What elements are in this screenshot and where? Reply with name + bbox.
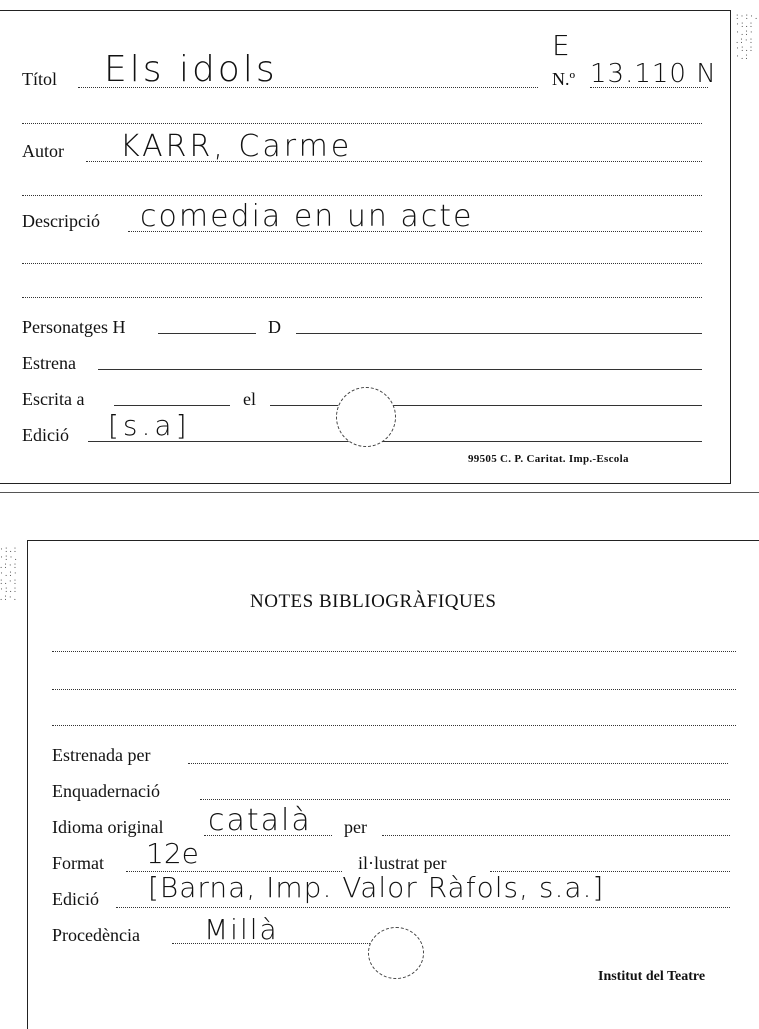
card-separator	[0, 492, 759, 493]
written-el-label: el	[243, 389, 256, 409]
scan-noise-top-right: :·:·. ·:.: ·.:· .:·: ·:.: ·.:	[736, 11, 759, 61]
format-label: Format	[52, 853, 104, 873]
bibliographic-notes-heading: NOTES BIBLIOGRÀFIQUES	[250, 591, 497, 612]
title-continuation-line	[22, 123, 702, 124]
language-label: Idioma original	[52, 817, 164, 837]
author-value: KARR, Carme	[120, 129, 353, 164]
institution-imprint: Institut del Teatre	[598, 969, 706, 984]
provenance-value: Millà	[204, 913, 279, 946]
description-value: comedia en un acte	[140, 199, 474, 234]
notes-line-1	[52, 651, 736, 652]
edition-label: Edició	[22, 425, 69, 445]
language-value: català	[208, 803, 312, 838]
title-label: Títol	[22, 69, 57, 89]
illustrated-label: il·lustrat per	[358, 853, 447, 873]
description-line-3	[22, 297, 702, 298]
format-value: 12e	[146, 837, 199, 870]
binding-label: Enquadernació	[52, 781, 160, 801]
printer-imprint: 99505 C. P. Caritat. Imp.-Escola	[468, 453, 629, 465]
premiered-label: Estrenada per	[52, 745, 151, 765]
punch-hole	[336, 387, 396, 447]
back-edition-line	[116, 907, 730, 908]
premiere-line	[98, 369, 702, 370]
number-mark: E	[552, 29, 570, 62]
description-line-2	[22, 263, 702, 264]
author-label: Autor	[22, 141, 64, 161]
back-edition-label: Edició	[52, 889, 99, 909]
back-edition-value: [Barna, Imp. Valor Ràfols, s.a.]	[148, 871, 605, 904]
notes-line-3	[52, 725, 736, 726]
binding-line	[200, 799, 730, 800]
description-label: Descripció	[22, 211, 100, 231]
characters-label: Personatges H	[22, 317, 126, 337]
provenance-label: Procedència	[52, 925, 140, 945]
characters-h-line	[158, 333, 256, 334]
premiere-label: Estrena	[22, 353, 76, 373]
premiered-line	[188, 763, 728, 764]
written-place-line	[114, 405, 230, 406]
scan-noise-left: ·:.: ·:·. .:·: ·.:· :.·: ·:.: .:·.	[0, 544, 19, 602]
author-continuation-line	[22, 195, 702, 196]
characters-d-label: D	[268, 317, 281, 337]
written-date-line	[270, 405, 702, 406]
written-label: Escrita a	[22, 389, 85, 409]
catalog-card-front	[0, 10, 731, 484]
characters-d-line	[296, 333, 702, 334]
number-value: 13.110 N	[590, 59, 717, 89]
bottom-punch-notch	[368, 927, 424, 979]
edition-value: [s.a]	[108, 409, 191, 442]
title-value: Els idols	[104, 49, 278, 90]
number-label: N.º	[552, 69, 576, 89]
language-per-line	[382, 835, 730, 836]
catalog-card-back	[27, 540, 759, 1029]
notes-line-2	[52, 689, 736, 690]
language-per-label: per	[344, 817, 367, 837]
